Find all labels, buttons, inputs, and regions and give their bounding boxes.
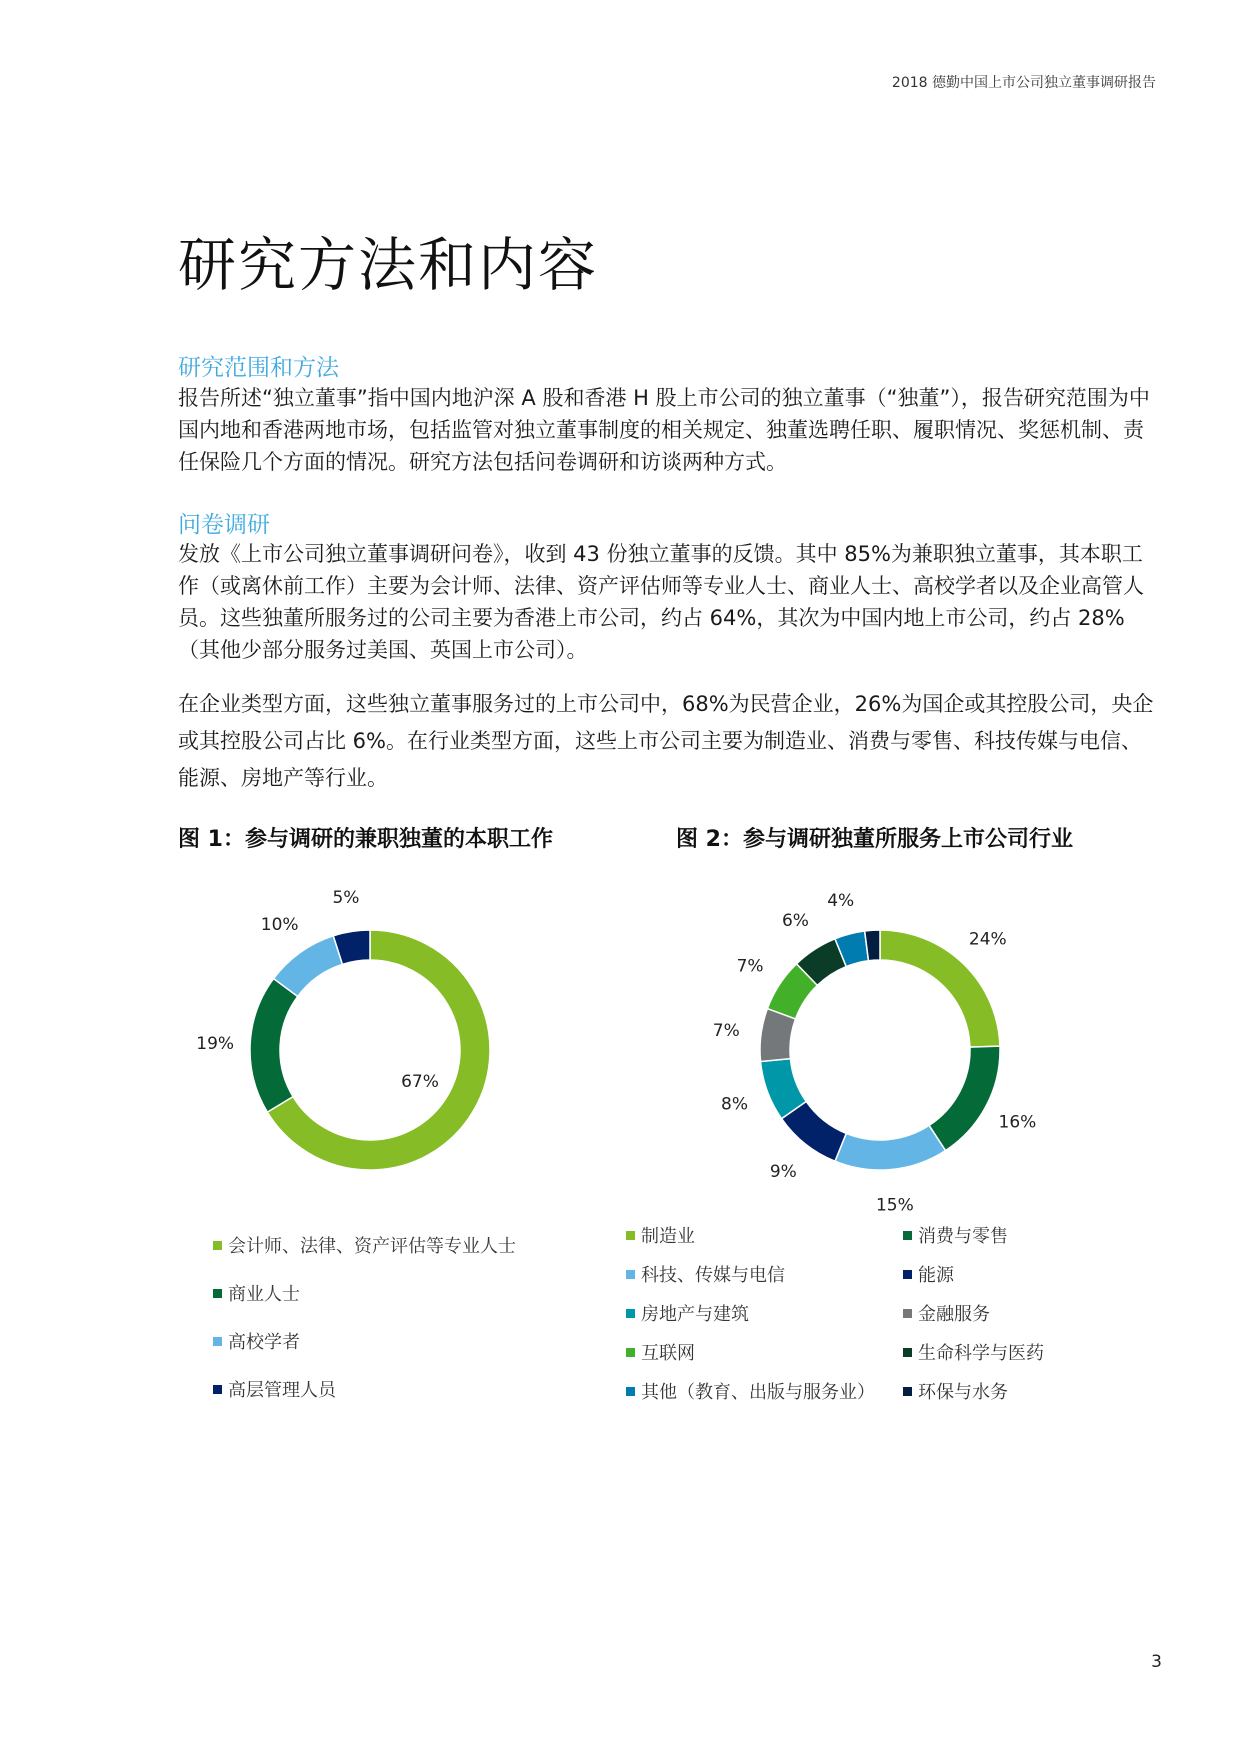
- fig2-label-2: 15%: [875, 1195, 914, 1216]
- fig2-legend-item: [626, 1222, 695, 1248]
- fig1-slice-1: [250, 979, 298, 1113]
- fig2-slice-1: [929, 1046, 1000, 1150]
- fig2-legend-item: [903, 1222, 1008, 1248]
- fig1-label-2: 10%: [260, 915, 299, 936]
- fig2-legend-swatch: [626, 1348, 635, 1357]
- fig2-legend-label: 能源: [918, 1265, 954, 1286]
- fig1-legend-label: 商业人士: [228, 1284, 300, 1305]
- fig2-legend-label: 金融服务: [918, 1304, 990, 1325]
- fig2-legend-label: 环保与水务: [918, 1382, 1008, 1403]
- fig1-legend-label: 会计师、法律、资产评估等专业人士: [228, 1236, 516, 1257]
- fig2-legend-label: 其他（教育、出版与服务业）: [641, 1382, 875, 1403]
- fig2-legend-item: [903, 1339, 1044, 1365]
- fig1-legend-item: [213, 1280, 300, 1306]
- fig2-label-5: 7%: [712, 1021, 740, 1042]
- page-title: 研究方法和内容: [178, 231, 599, 299]
- fig2-label-1: 16%: [998, 1112, 1037, 1133]
- fig1-legend-swatch: [213, 1241, 222, 1250]
- figure-1-caption: 图 1：参与调研的兼职独董的本职工作: [178, 827, 553, 852]
- fig2-legend-swatch: [903, 1231, 912, 1240]
- fig2-legend-swatch: [903, 1270, 912, 1279]
- section-heading-scope: 研究范围和方法: [178, 355, 339, 381]
- fig2-label-0: 24%: [968, 929, 1007, 950]
- fig2-label-8: 4%: [827, 891, 855, 912]
- fig1-legend-label: 高校学者: [228, 1332, 300, 1353]
- figure-2-donut-chart: [700, 880, 1060, 1220]
- fig2-legend-item: [903, 1261, 954, 1287]
- fig2-legend-swatch: [626, 1387, 635, 1396]
- fig2-legend-swatch: [626, 1270, 635, 1279]
- fig2-legend-item: [626, 1378, 875, 1404]
- fig2-slice-2: [835, 1125, 945, 1170]
- fig1-legend-swatch: [213, 1337, 222, 1346]
- fig1-legend-item: [213, 1232, 516, 1258]
- fig2-legend-swatch: [903, 1348, 912, 1357]
- report-header: 2018 德勤中国上市公司独立董事调研报告: [891, 75, 1156, 91]
- fig2-legend-item: [626, 1261, 785, 1287]
- fig2-label-7: 6%: [781, 911, 809, 932]
- fig2-legend-swatch: [626, 1309, 635, 1318]
- fig2-legend-label: 生命科学与医药: [918, 1343, 1044, 1364]
- fig1-label-1: 19%: [196, 1033, 235, 1054]
- fig1-legend-swatch: [213, 1289, 222, 1298]
- fig1-label-0: 67%: [401, 1072, 439, 1092]
- fig1-legend-item: [213, 1328, 300, 1354]
- fig1-legend-label: 高层管理人员: [228, 1380, 336, 1401]
- fig2-legend-item: [626, 1300, 749, 1326]
- fig2-legend-swatch: [903, 1309, 912, 1318]
- fig2-label-3: 9%: [769, 1162, 797, 1183]
- fig2-legend-swatch: [903, 1387, 912, 1396]
- section-heading-survey: 问卷调研: [178, 512, 270, 538]
- fig2-legend-label: 房地产与建筑: [641, 1304, 749, 1325]
- fig1-legend-swatch: [213, 1385, 222, 1394]
- figure-1-donut-chart: [196, 880, 540, 1220]
- fig2-legend-label: 消费与零售: [918, 1226, 1008, 1247]
- fig2-legend-item: [626, 1339, 695, 1365]
- fig1-label-3: 5%: [332, 887, 360, 908]
- fig2-legend-label: 制造业: [641, 1226, 695, 1247]
- fig2-legend-item: [903, 1378, 1008, 1404]
- page-number: 3: [1151, 1652, 1162, 1672]
- survey-paragraph-2: 在企业类型方面，这些独立董事服务过的上市公司中，68%为民营企业，26%为国企或其控股公司，央企或其控股公司占比 6%。在行业类型方面，这些上市公司主要为制造业、消费与零售、科技传媒与电信、能源、房地产等行业。: [178, 692, 1154, 790]
- fig2-label-6: 7%: [736, 956, 764, 977]
- survey-paragraph-1: 发放《上市公司独立董事调研问卷》，收到 43 份独立董事的反馈。其中 85%为兼职独立董事，其本职工作（或离休前工作）主要为会计师、法律、资产评估师等专业人士、商业人士、高校学者以及企业高管人员。这些独董所服务过的公司主要为香港上市公司，约占 64%，其次为中国内地上市公司，约占 28%（其他少部分服务过美国、英国上市公司）。: [178, 542, 1144, 662]
- fig2-legend-label: 互联网: [641, 1343, 695, 1364]
- figure-2-caption: 图 2：参与调研独董所服务上市公司行业: [676, 827, 1073, 852]
- scope-paragraph: 报告所述“独立董事”指中国内地沪深 A 股和香港 H 股上市公司的独立董事（“独董”），报告研究范围为中国内地和香港两地市场，包括监管对独立董事制度的相关规定、独董选聘任职、履职情况、奖惩机制、责任保险几个方面的情况。研究方法包括问卷调研和访谈两种方式。: [178, 386, 1150, 474]
- fig1-legend-item: [213, 1376, 336, 1402]
- fig2-legend-label: 科技、传媒与电信: [641, 1265, 785, 1286]
- fig2-legend-item: [903, 1300, 990, 1326]
- fig2-label-4: 8%: [721, 1094, 749, 1115]
- fig2-legend-swatch: [626, 1231, 635, 1240]
